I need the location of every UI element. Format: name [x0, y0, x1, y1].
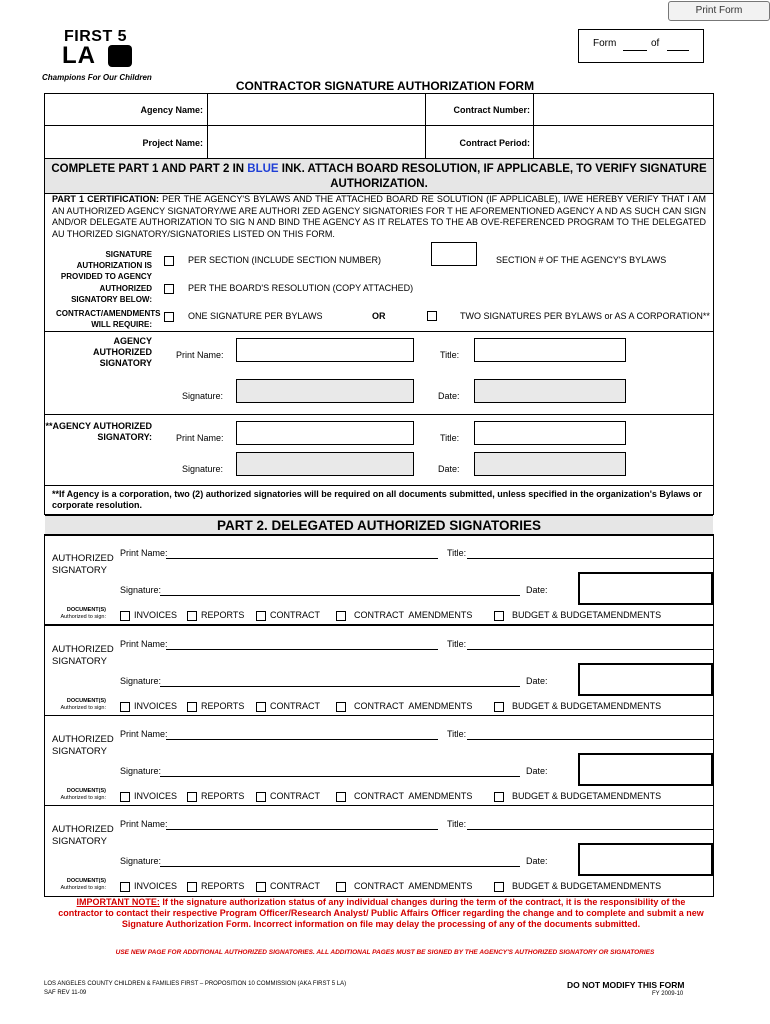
delegate-doc-checkbox[interactable]	[120, 882, 130, 892]
delegate-docs-sub: Authorized to sign:	[60, 795, 106, 801]
delegate-doc-option: CONTRACT AMENDMENTS	[354, 610, 473, 620]
form-total-field[interactable]	[667, 50, 689, 51]
contract-number-input[interactable]	[534, 95, 712, 125]
delegate-title-input[interactable]	[467, 558, 713, 559]
delegate-doc-checkbox[interactable]	[494, 882, 504, 892]
delegate-doc-option: CONTRACT AMENDMENTS	[354, 791, 473, 801]
delegate-print-name-label: Print Name:	[120, 729, 168, 739]
sig2-title-label: Title:	[440, 433, 460, 443]
sig1-signature-label: Signature:	[182, 391, 224, 401]
sig2-signature-input[interactable]	[236, 452, 414, 476]
delegate-doc-option: INVOICES	[134, 610, 178, 620]
delegate-doc-option: CONTRACT AMENDMENTS	[354, 701, 473, 711]
section-number-input[interactable]	[431, 242, 477, 266]
delegate-label: AUTHORIZED SIGNATORY	[52, 824, 114, 847]
delegate-label: AUTHORIZED SIGNATORY	[52, 734, 114, 757]
opt-one-signature: ONE SIGNATURE PER BYLAWS	[188, 311, 323, 321]
delegate-doc-checkbox[interactable]	[494, 702, 504, 712]
checkbox-board-resolution[interactable]	[164, 284, 174, 294]
delegate-docs-sub: Authorized to sign:	[60, 705, 106, 711]
sig2-label: **AGENCY AUTHORIZED SIGNATORY:	[45, 421, 152, 442]
delegate-label: AUTHORIZED SIGNATORY	[52, 553, 114, 576]
banner-pre: COMPLETE PART 1 AND PART 2 IN	[51, 163, 248, 175]
delegate-title-input[interactable]	[467, 829, 713, 830]
footer-fy: FY 2009-10	[652, 991, 684, 997]
delegate-doc-checkbox[interactable]	[187, 792, 197, 802]
delegate-date-input[interactable]	[578, 572, 713, 605]
delegate-docs-label: DOCUMENT(S)	[66, 788, 106, 794]
sig1-date-label: Date:	[438, 391, 460, 401]
delegate-doc-option: CONTRACT	[270, 610, 320, 620]
delegate-date-label: Date:	[526, 766, 548, 776]
delegate-doc-option: CONTRACT	[270, 701, 320, 711]
delegate-doc-checkbox[interactable]	[120, 611, 130, 621]
delegate-doc-checkbox[interactable]	[120, 792, 130, 802]
part2-heading: PART 2. DELEGATED AUTHORIZED SIGNATORIES	[45, 515, 713, 536]
sig-auth-label: SIGNATURE AUTHORIZATION IS PROVIDED TO AGENCY	[60, 250, 152, 281]
delegate-docs-label: DOCUMENT(S)	[66, 607, 106, 613]
delegate-title-label: Title:	[447, 548, 467, 558]
project-name-label: Project Name:	[142, 138, 203, 148]
contract-period-input[interactable]	[534, 127, 712, 157]
delegate-print-name-input[interactable]	[166, 829, 438, 830]
corporation-note: **If Agency is a corporation, two (2) authorized signatories will be required on all documents submitted, unless specified in the organization's Bylaws or corporate resolution.	[52, 489, 702, 510]
delegate-doc-option: BUDGET & BUDGETAMENDMENTS	[512, 791, 662, 801]
agency-name-label: Agency Name:	[140, 105, 203, 115]
logo-tagline: Champions For Our Children	[42, 73, 152, 82]
delegate-doc-option: INVOICES	[134, 701, 178, 711]
checkbox-two-signatures[interactable]	[427, 311, 437, 321]
cert-body: PER THE AGENCY'S BYLAWS AND THE ATTACHED BOARD RE SOLUTION (IF APPLICABLE), I/WE HEREBY VERIFY THAT I AM AN AUTHORIZED AGENCY SIGNATORY/WE ARE AUTHORI ZED AGENCY SIGNATORIES FOR T HE AFOREMENTIONED AGENCY A ND AS SUCH CAN SIGN AND/OR DELEGATE AUTHORIZATION TO SIG N AND BIND THE AGENCY AS IT RELATES TO THE AB OVE-REFERENCED PROGRAM TO THE DELEGATED AU THORIZED SIGNATORY/SIGNATORIES LISTED ON THIS FORM.	[52, 194, 706, 239]
instruction-banner	[45, 159, 713, 193]
contract-will-require-label: CONTRACT/AMENDMENTS WILL REQUIRE:	[56, 309, 161, 329]
form-title: CONTRACTOR SIGNATURE AUTHORIZATION FORM	[235, 79, 535, 93]
delegate-label: AUTHORIZED SIGNATORY	[52, 644, 114, 667]
opt-per-section: PER SECTION (INCLUDE SECTION NUMBER)	[188, 255, 382, 265]
checkbox-one-signature[interactable]	[164, 312, 174, 322]
certification-text	[52, 194, 706, 240]
banner-line2: AUTHORIZATION.	[330, 178, 428, 190]
delegate-doc-checkbox[interactable]	[187, 611, 197, 621]
delegate-doc-option: BUDGET & BUDGETAMENDMENTS	[512, 881, 662, 891]
delegate-doc-option: CONTRACT	[270, 881, 320, 891]
delegate-signature-input[interactable]	[160, 686, 520, 687]
delegate-doc-checkbox[interactable]	[336, 882, 346, 892]
delegate-doc-option: BUDGET & BUDGETAMENDMENTS	[512, 701, 662, 711]
sig2-title-input[interactable]	[474, 421, 626, 445]
delegate-docs-label: DOCUMENT(S)	[66, 878, 106, 884]
delegate-print-name-label: Print Name:	[120, 639, 168, 649]
sig1-signature-input[interactable]	[236, 379, 414, 403]
sig1-date-input[interactable]	[474, 379, 626, 403]
form-number-field[interactable]	[623, 50, 647, 51]
project-name-input[interactable]	[208, 127, 424, 157]
footer-org: LOS ANGELES COUNTY CHILDREN & FAMILIES FIRST – PROPOSITION 10 COMMISSION (AKA FIRST 5 LA)	[44, 981, 347, 987]
sig1-label: AGENCY AUTHORIZED SIGNATORY	[93, 336, 152, 368]
sig2-print-name-label: Print Name:	[176, 433, 224, 443]
hand-icon	[108, 45, 132, 67]
footer-rev: SAF REV 11-09	[44, 990, 87, 996]
auth-sig-below-label: AUTHORIZED SIGNATORY BELOW:	[71, 284, 152, 304]
contract-number-label: Contract Number:	[453, 105, 530, 115]
cert-label: PART 1 CERTIFICATION:	[52, 194, 159, 204]
delegate-doc-option: INVOICES	[134, 791, 178, 801]
delegate-doc-checkbox[interactable]	[256, 611, 266, 621]
agency-name-input[interactable]	[208, 95, 424, 125]
delegate-print-name-input[interactable]	[166, 558, 438, 559]
important-label: IMPORTANT NOTE:	[76, 897, 160, 907]
delegate-title-label: Title:	[447, 639, 467, 649]
delegate-date-input[interactable]	[578, 753, 713, 786]
delegate-date-label: Date:	[526, 676, 548, 686]
form-counter-box	[578, 29, 704, 63]
contract-period-label: Contract Period:	[459, 138, 530, 148]
form-of: of	[651, 38, 660, 49]
banner-blue: BLUE	[247, 163, 279, 175]
delegate-print-name-label: Print Name:	[120, 548, 168, 558]
delegate-signature-label: Signature:	[120, 856, 162, 866]
opt-board-resolution: PER THE BOARD'S RESOLUTION (COPY ATTACHED)	[188, 283, 414, 293]
sig2-signature-label: Signature:	[182, 464, 224, 474]
delegate-docs-sub: Authorized to sign:	[60, 614, 106, 620]
delegate-doc-checkbox[interactable]	[336, 702, 346, 712]
delegate-doc-option: REPORTS	[201, 881, 245, 891]
section-number-label: SECTION # OF THE AGENCY'S BYLAWS	[496, 255, 667, 265]
delegate-title-label: Title:	[447, 729, 467, 739]
delegate-docs-label: DOCUMENT(S)	[66, 698, 106, 704]
delegate-signature-input[interactable]	[160, 866, 520, 867]
delegate-doc-option: BUDGET & BUDGETAMENDMENTS	[512, 610, 662, 620]
delegate-signature-label: Signature:	[120, 585, 162, 595]
banner-post: INK. ATTACH BOARD RESOLUTION, IF APPLICABLE, TO VERIFY SIGNATURE	[278, 163, 707, 175]
sig1-title-input[interactable]	[474, 338, 626, 362]
delegate-docs-sub: Authorized to sign:	[60, 885, 106, 891]
delegate-date-input[interactable]	[578, 843, 713, 876]
delegate-signature-label: Signature:	[120, 676, 162, 686]
delegate-print-name-input[interactable]	[166, 739, 438, 740]
footer-modify: DO NOT MODIFY THIS FORM	[567, 980, 685, 990]
logo-line1: FIRST 5	[64, 28, 128, 45]
delegate-doc-option: REPORTS	[201, 701, 245, 711]
sig1-print-name-label: Print Name:	[176, 350, 224, 360]
important-text: If the signature authorization status of any individual changes during the term of the contract, it is the responsibility of the contractor to contact their respective Program Officer/Research Analyst/ Public Affairs Officer regarding the change and to complete and submit a new Signature Authorization Form. Incorrect information on file may delay the processing of any of the documents submitted.	[58, 897, 704, 929]
opt-two-signatures: TWO SIGNATURES PER BYLAWS or AS A CORPORATION**	[460, 311, 710, 321]
delegate-doc-checkbox[interactable]	[256, 792, 266, 802]
sig2-print-name-input[interactable]	[236, 421, 414, 445]
delegate-date-input[interactable]	[578, 663, 713, 696]
sig2-date-label: Date:	[438, 464, 460, 474]
delegate-doc-checkbox[interactable]	[120, 702, 130, 712]
print-form-button[interactable]: Print Form	[668, 1, 770, 21]
delegate-doc-checkbox[interactable]	[336, 792, 346, 802]
delegate-date-label: Date:	[526, 585, 548, 595]
delegate-doc-checkbox[interactable]	[187, 882, 197, 892]
sig1-print-name-input[interactable]	[236, 338, 414, 362]
important-note	[56, 897, 706, 930]
delegate-date-label: Date:	[526, 856, 548, 866]
delegate-doc-checkbox[interactable]	[494, 792, 504, 802]
delegate-signature-label: Signature:	[120, 766, 162, 776]
delegate-title-label: Title:	[447, 819, 467, 829]
header-table	[44, 93, 714, 159]
delegate-doc-option: CONTRACT	[270, 791, 320, 801]
delegate-doc-checkbox[interactable]	[256, 882, 266, 892]
delegate-signature-input[interactable]	[160, 776, 520, 777]
delegate-doc-checkbox[interactable]	[256, 702, 266, 712]
first5la-logo	[40, 28, 160, 84]
form-prefix: Form	[593, 38, 617, 49]
delegate-doc-checkbox[interactable]	[336, 611, 346, 621]
checkbox-per-section[interactable]	[164, 256, 174, 266]
or-label: OR	[372, 311, 386, 321]
logo-line2: LA	[62, 42, 96, 69]
delegate-signature-input[interactable]	[160, 595, 520, 596]
delegate-print-name-label: Print Name:	[120, 819, 168, 829]
delegate-doc-checkbox[interactable]	[494, 611, 504, 621]
delegate-doc-option: REPORTS	[201, 610, 245, 620]
new-page-note: USE NEW PAGE FOR ADDITIONAL AUTHORIZED SIGNATORIES. ALL ADDITIONAL PAGES MUST BE SIGNED BY THE AGENCY'S AUTHORIZED SIGNATORY OR SIGNATORIES	[115, 949, 655, 956]
delegate-doc-option: REPORTS	[201, 791, 245, 801]
delegate-print-name-input[interactable]	[166, 649, 438, 650]
sig1-title-label: Title:	[440, 350, 460, 360]
delegate-title-input[interactable]	[467, 649, 713, 650]
delegate-doc-checkbox[interactable]	[187, 702, 197, 712]
delegate-title-input[interactable]	[467, 739, 713, 740]
sig2-date-input[interactable]	[474, 452, 626, 476]
delegate-doc-option: CONTRACT AMENDMENTS	[354, 881, 473, 891]
delegate-doc-option: INVOICES	[134, 881, 178, 891]
